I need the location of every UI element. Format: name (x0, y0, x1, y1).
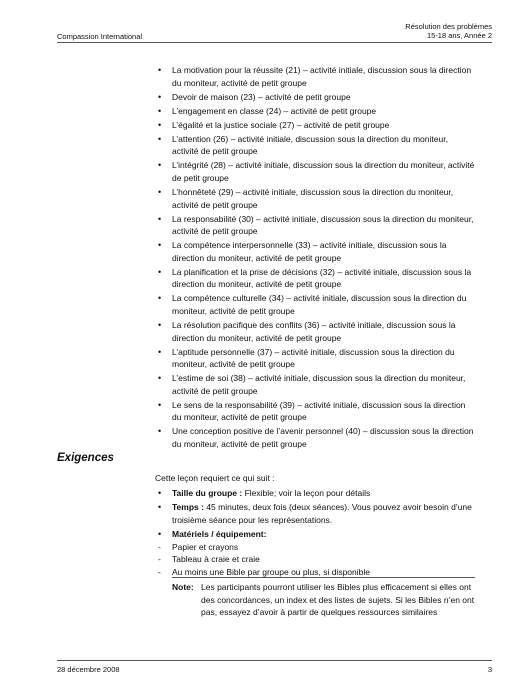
note-divider (172, 577, 475, 578)
asset-bullet-list (155, 64, 475, 452)
requirement-label: Taille du groupe : (172, 488, 243, 498)
note-text: Les participants pourront utiliser les Bibles plus efficacement si elles ont des concordances, un index et des listes de sujets. Si les Bibles n’en ont pas, essayez d’avoir à partir de quelques ressources similaires (201, 582, 475, 617)
list-item: • L’aptitude personnelle (37) – activité initiale, discussion sous la direction du moniteur, activité de petit groupe (155, 346, 475, 371)
note-box (172, 581, 475, 619)
list-item: • La motivation pour la réussite (21) – activité initiale, discussion sous la direction du moniteur, activité de petit groupe (155, 64, 475, 89)
list-item: • La compétence culturelle (34) – activité initiale, discussion sous la direction du moniteur, activité de petit groupe (155, 292, 475, 317)
header-title (405, 22, 492, 40)
list-item: • Devoir de maison (23) – activité de petit groupe (155, 91, 475, 104)
footer-date: 28 décembre 2008 (57, 665, 120, 674)
list-item: • La compétence interpersonnelle (33) – activité initiale, discussion sous la direction du moniteur, activité de petit groupe (155, 239, 475, 264)
materials-sublist (172, 541, 475, 579)
list-item: • L’honnêteté (29) – activité initiale, discussion sous la direction du moniteur, activité de petit groupe (155, 186, 475, 211)
page-number: 3 (487, 665, 492, 674)
material-item: - Au moins une Bible par groupe ou plus, si disponible (155, 566, 475, 579)
list-item: • L’intégrité (28) – activité initiale, discussion sous la direction du moniteur, activité de petit groupe (155, 159, 475, 184)
requirement-text: 45 minutes, deux fois (deux séances). Vous pouvez avoir besoin d’une troisième séance pour les représentations. (172, 502, 472, 525)
header-divider (57, 42, 492, 43)
requirement-label: Matériels / équipement: (172, 529, 267, 540)
header-org: Compassion International (57, 32, 143, 41)
section-title-exigences: Exigences (57, 452, 114, 464)
requirement-label: Temps : (172, 502, 204, 513)
footer-divider (57, 660, 492, 661)
requirement-time (155, 501, 475, 526)
list-item: • La planification et la prise de décisions (32) – activité initiale, discussion sous la direction du moniteur, activité de petit groupe (155, 266, 475, 291)
list-item: • L’engagement en classe (24) – activité de petit groupe (155, 105, 475, 118)
requirements-intro: Cette leçon requiert ce qui suit : (155, 473, 275, 483)
list-item: • La résolution pacifique des conflits (36) – activité initiale, discussion sous la direction du moniteur, activité de petit groupe (155, 319, 475, 344)
list-item: • Le sens de la responsabilité (39) – activité initiale, discussion sous la direction du moniteur, activité de petit groupe (155, 399, 475, 424)
list-item: • La responsabilité (30) – activité initiale, discussion sous la direction du moniteur, activité de petit groupe (155, 213, 475, 238)
requirement-text: Flexible; voir la leçon pour détails (242, 488, 371, 498)
material-item: - Tableau à craie et craie (155, 553, 475, 566)
list-item: • L’égalité et la justice sociale (27) – activité de petit groupe (155, 119, 475, 132)
note-label: Note: (172, 582, 194, 592)
requirement-group-size (155, 487, 475, 500)
list-item: • L’attention (26) – activité initiale, discussion sous la direction du moniteur, activité de petit groupe (155, 133, 475, 158)
material-item: - Papier et crayons (155, 541, 475, 554)
list-item: • L’estime de soi (38) – activité initiale, discussion sous la direction du moniteur, activité de petit groupe (155, 372, 475, 397)
header-title-line2: 15-18 ans, Année 2 (426, 31, 492, 40)
list-item: • Une conception positive de l’avenir personnel (40) – discussion sous la direction du moniteur, activité de petit groupe (155, 425, 475, 450)
requirement-materials (155, 528, 475, 578)
requirements-list (155, 487, 475, 580)
header-title-line1: Résolution des problèmes (405, 22, 492, 31)
